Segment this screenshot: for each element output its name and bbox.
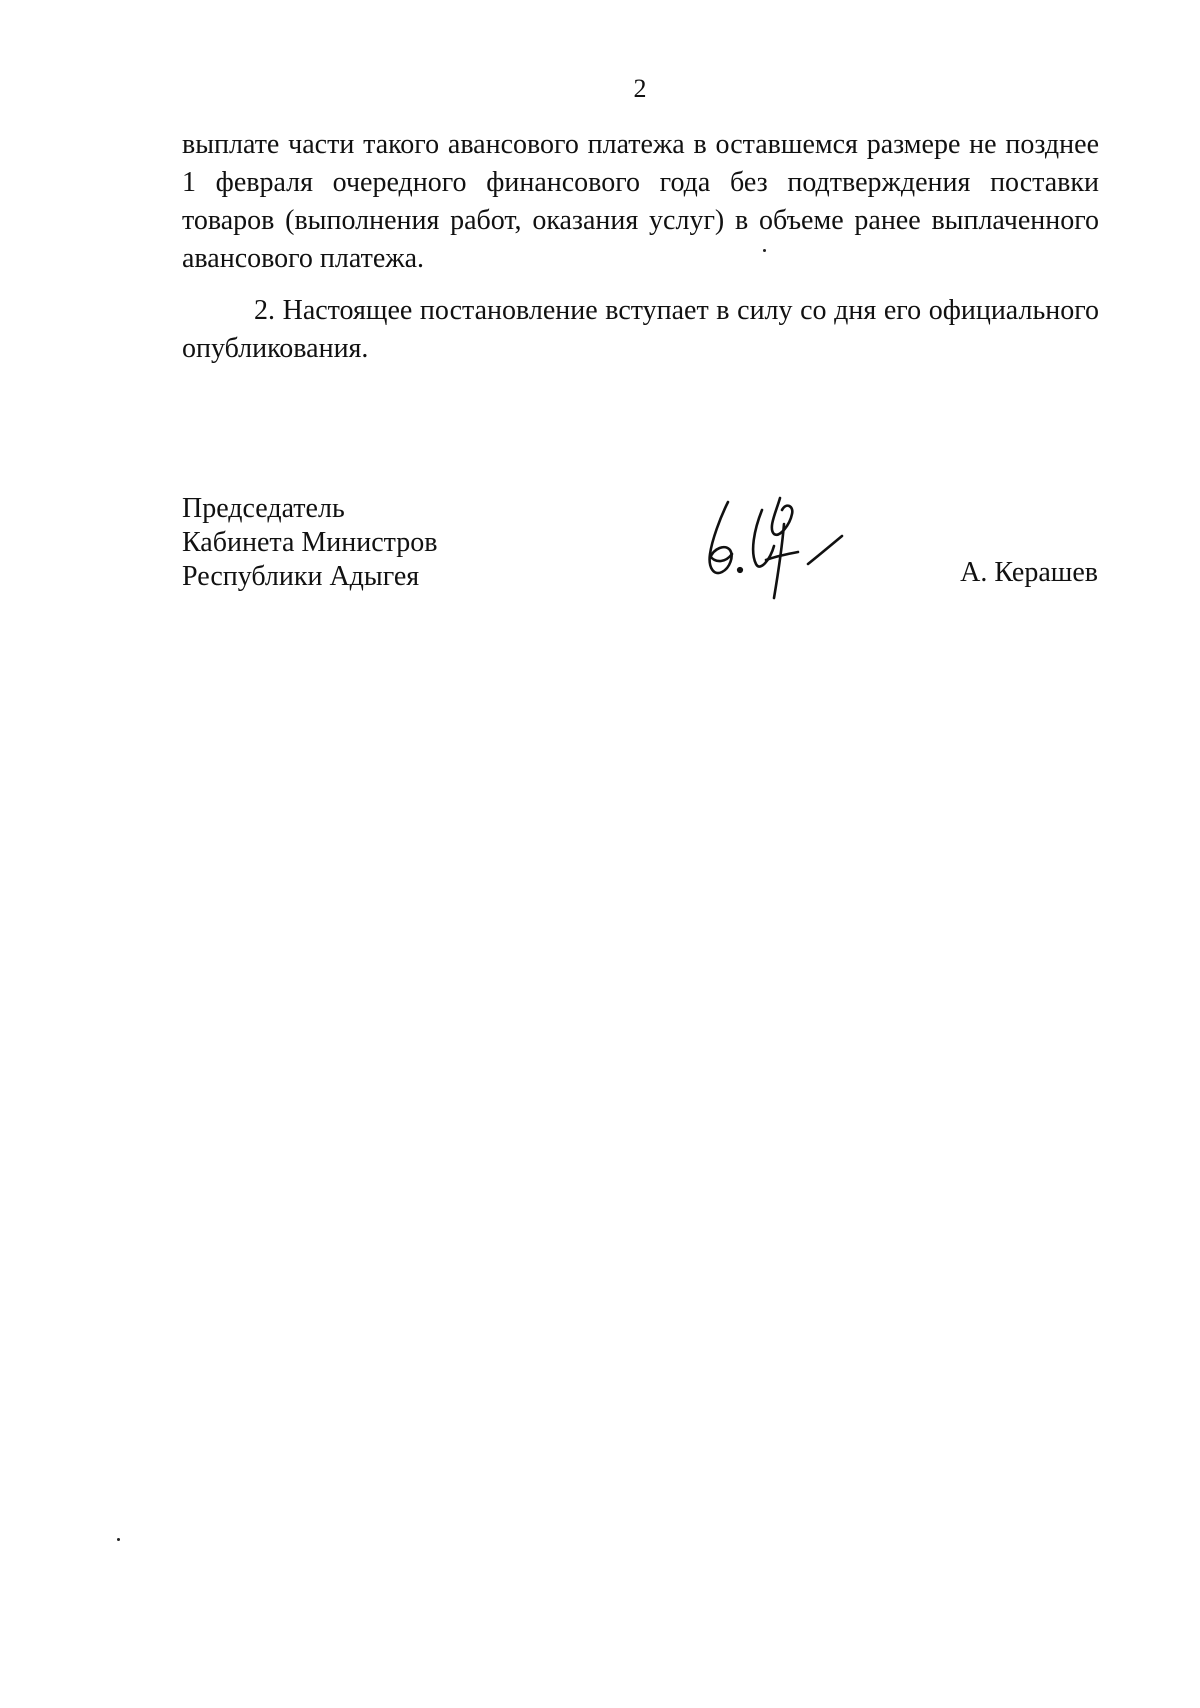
paragraph-item-2: 2. Настоящее постановление вступает в силу со дня его официального опубликования.	[182, 295, 1099, 364]
signatory-title-line: Кабинета Министров	[182, 527, 438, 558]
signatory-title	[182, 492, 437, 594]
scan-speck	[117, 1538, 120, 1541]
paragraph-continuation: выплате части такого авансового платежа в оставшемся размере не позднее 1 февраля очередного финансового года без подтверждения поставки товаров (выполнения работ, оказания услуг) в объеме ранее выплаченного авансового платежа.	[182, 129, 1099, 274]
signatory-title-line: Председатель	[182, 493, 345, 524]
scan-speck	[763, 249, 766, 252]
handwritten-signature	[700, 488, 860, 608]
page-number: 2	[633, 74, 647, 103]
signatory-title-line: Республики Адыгея	[182, 561, 420, 592]
signer-name: А. Керашев	[960, 557, 1098, 588]
